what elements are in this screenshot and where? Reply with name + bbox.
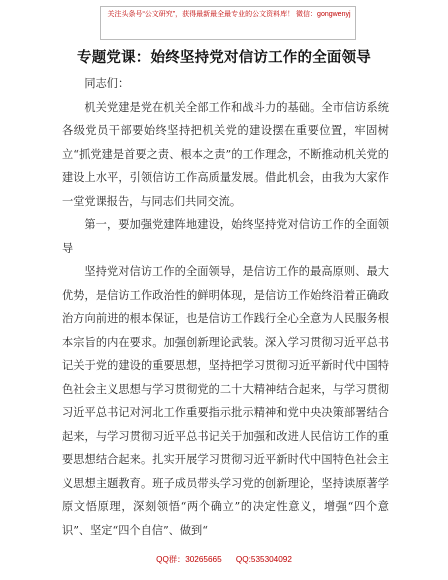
header-banner-text bbox=[104, 10, 354, 19]
document-body bbox=[62, 72, 389, 542]
document-title: 专题党课：始终坚持党对信访工作的全面领导 bbox=[77, 50, 371, 66]
header-line-1: 关注头条号“公文研究”，获得最新最全最专业的公文资料库！ 微信：gongwenyj bbox=[107, 11, 351, 18]
greeting: 同志们： bbox=[84, 77, 130, 90]
paragraph: 机关党建是党在机关全部工作和战斗力的基础。全市信访系统各级党员干部要始终坚持把机关党的建设摆在重要位置，牢固树立“抓党建是首要之责、根本之责”的工作理念，不断推动机关党的建设上水平，引领信访工作高质量发展。借此机会，由我为大家作一堂党课报告，与同志们共同交流。 bbox=[62, 100, 389, 208]
footer bbox=[0, 554, 448, 565]
footer-qq: QQ:535304092 bbox=[235, 555, 292, 564]
footer-qq-group: QQ群：30265665 bbox=[156, 555, 222, 564]
section-heading: 第一，要加强党建阵地建设，始终坚持党对信访工作的全面领导 bbox=[62, 218, 389, 255]
paragraph: 坚持党对信访工作的全面领导，是信访工作的最高原则、最大优势，是信访工作政治性的鲜明体现，是信访工作始终沿着正确政治方向前进的根本保证，也是信访工作践行全心全意为人民服务根本宗旨的内在要求。加强创新理论武装。深入学习贯彻习近平总书记关于党的建设的重要思想，坚持把学习贯彻习近平新时代中国特色社会主义思想与学习贯彻党的二十大精神结合起来，与学习贯彻习近平总书记对河北工作重要指示批示精神和党中央决策部署结合起来，与学习贯彻习近平总书记关于加强和改进人民信访工作的重要思想结合起来。扎实开展学习贯彻习近平新时代中国特色社会主义思想主题教育。班子成员带头学习党的创新理论，坚持读原著学原文悟原理，深刻领悟“两个确立”的决定性意义，增强“四个意识”、坚定“四个自信”、做到“ bbox=[62, 265, 389, 537]
